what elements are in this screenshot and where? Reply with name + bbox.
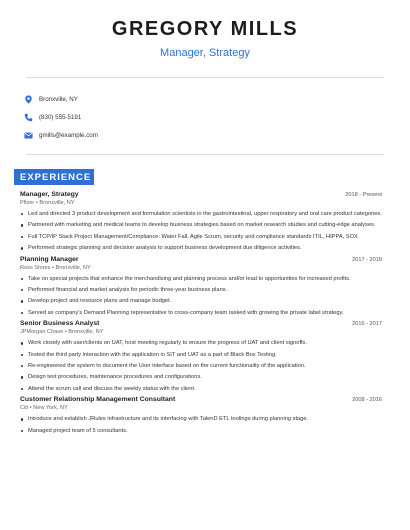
job-dates: 2016 - 2017 bbox=[352, 321, 382, 328]
job-employer: Ross Stores • Bronxville, NY bbox=[20, 264, 91, 271]
job-bullet: Introduce and establish JRules infrastructure and its interfacing with TalenD ETL toolings during planning stage. bbox=[20, 415, 382, 423]
job-location: Bronxville, NY bbox=[55, 264, 91, 271]
job-location: Bronxville, NY bbox=[39, 200, 75, 206]
contact-phone bbox=[24, 108, 410, 126]
job-bullet: Partnered with marketing and medical teams to develop business strategies based on market research studies and cutting-edge analyses. bbox=[20, 221, 382, 229]
job-bullets bbox=[20, 210, 382, 253]
job-title: Senior Business Analyst bbox=[20, 320, 100, 328]
candidate-role: Manager, Strategy bbox=[160, 47, 250, 59]
job-bullet: Design test procedures, maintenance procedures and configurations. bbox=[20, 373, 382, 381]
job-location: Bronxville, NY bbox=[68, 329, 104, 336]
job-company: Ross Stores bbox=[20, 264, 51, 271]
contact-email-text: gmills@example.com bbox=[39, 131, 98, 139]
job-bullet: Performed financial and market analysis for periodic three-year business plans. bbox=[20, 286, 382, 294]
contact-phone-text: (830) 555-5191 bbox=[39, 113, 82, 121]
job-entry bbox=[20, 396, 382, 435]
contact-location bbox=[24, 90, 410, 108]
job-entry bbox=[20, 320, 382, 393]
contact-divider bbox=[26, 154, 384, 155]
candidate-name: GREGORY MILLS bbox=[111, 18, 299, 40]
job-title: Customer Relationship Management Consultant bbox=[20, 396, 176, 404]
job-title: Planning Manager bbox=[20, 255, 79, 263]
job-bullets bbox=[20, 339, 382, 393]
job-dates: 2008 - 2016 bbox=[352, 397, 382, 404]
location-pin-icon bbox=[24, 95, 33, 104]
job-bullets bbox=[20, 415, 382, 435]
job-location: New York, NY bbox=[33, 405, 68, 412]
experience-list bbox=[0, 185, 410, 435]
job-bullets bbox=[20, 275, 382, 318]
job-dates: 2017 - 2018 bbox=[352, 256, 382, 263]
contact-location-text: Bronxville, NY bbox=[39, 95, 78, 103]
email-icon bbox=[24, 131, 33, 140]
job-title: Manager, Strategy bbox=[20, 191, 79, 198]
job-bullet: Take on special projects that enhance the merchandising and planning process and/or lead to opportunities for increased profits. bbox=[20, 275, 382, 283]
job-bullet: Full TCP/IP Stack Project Management/Compliance: Water Fall, Agile Scrum, security and compliance standards ITIL, HIPPA, SOX. bbox=[20, 233, 382, 241]
phone-icon bbox=[24, 113, 33, 122]
job-bullet: Performed strategic planning and decision analysis to support business development due diligence activities. bbox=[20, 244, 382, 252]
job-company: Citi bbox=[20, 405, 29, 412]
job-bullet: Served as company's Demand Planning representative to cross-company team tasked with growing the private label strategy. bbox=[20, 309, 382, 317]
contact-email bbox=[24, 126, 410, 144]
job-company: Pfizer bbox=[20, 200, 35, 206]
job-employer: JPMorgan Chase • Bronxville, NY bbox=[20, 329, 104, 336]
job-bullet: Work closely with user/clients on UAT, host meeting regularly to ensure the progress of UAT and client signoffs. bbox=[20, 339, 382, 347]
job-employer: Pfizer • Bronxville, NY bbox=[20, 200, 75, 206]
contact-list bbox=[0, 78, 410, 144]
job-bullet: Re-engineered the system to document the User interface based on the current functionality of the application. bbox=[20, 362, 382, 370]
resume-header bbox=[0, 0, 410, 59]
job-bullet: Tested the third party interaction with the application in SIT and UAT as a part of Black Box Testing. bbox=[20, 351, 382, 359]
job-dates: 2018 - Present bbox=[345, 192, 382, 198]
job-bullet: Develop project and resource plans and manage budget. bbox=[20, 297, 382, 305]
job-employer: Citi • New York, NY bbox=[20, 405, 68, 412]
job-bullet: Managed project team of 5 consultants. bbox=[20, 427, 382, 435]
job-entry bbox=[20, 256, 382, 318]
job-entry bbox=[20, 191, 382, 253]
experience-heading: EXPERIENCE bbox=[14, 169, 94, 185]
job-bullet: Attend the scrum call and discuss the weekly status with the client. bbox=[20, 385, 382, 393]
job-bullet: Led and directed 3 product development and formulation scientists in the gastrointestinal, upper respiratory and oral care product categories. bbox=[20, 210, 382, 218]
job-company: JPMorgan Chase bbox=[20, 329, 64, 336]
